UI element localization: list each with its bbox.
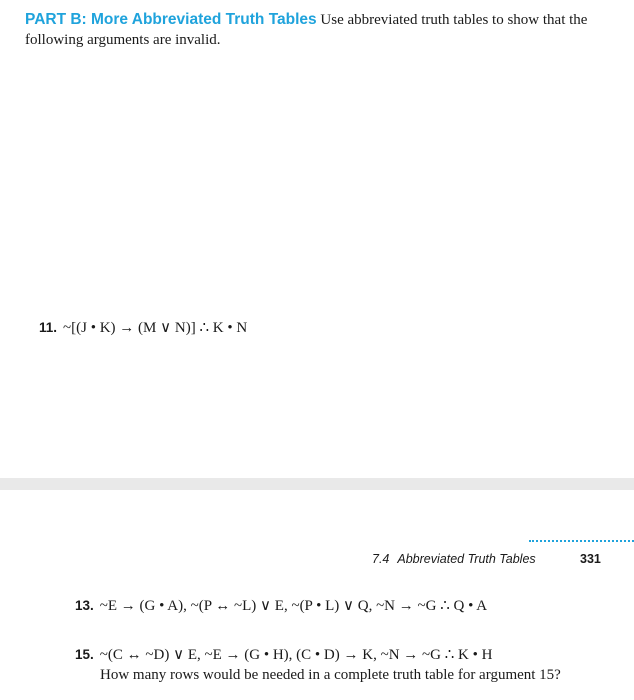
page-number: 331 xyxy=(580,552,601,566)
problem-15 xyxy=(75,645,492,665)
section-header xyxy=(25,10,615,50)
running-head xyxy=(372,551,536,567)
section-instructions: Use abbreviated truth tables to show that the following arguments are invalid. xyxy=(25,12,588,48)
problem-number: 13. xyxy=(75,598,94,613)
running-head-section-number: 7.4 xyxy=(372,552,390,566)
problem-11 xyxy=(39,318,247,338)
page-divider xyxy=(0,478,634,490)
problem-text: ~E → (G • A), ~(P ↔ ~L) ∨ E, ~(P • L) ∨ Q, ~N → ~G ∴ Q • A xyxy=(99,598,488,614)
problem-13 xyxy=(75,596,487,616)
problem-text: ~[(J • K) → (M ∨ N)] ∴ K • N xyxy=(63,320,248,336)
running-head-title: Abbreviated Truth Tables xyxy=(397,552,536,566)
problem-number: 15. xyxy=(75,647,94,662)
problem-number: 11. xyxy=(39,320,58,335)
problem-text: ~(C ↔ ~D) ∨ E, ~E → (G • H), (C • D) → K, ~N → ~G ∴ K • H xyxy=(99,647,493,663)
section-title: PART B: More Abbreviated Truth Tables xyxy=(25,11,317,28)
dotted-rule xyxy=(529,540,634,542)
follow-up-question: How many rows would be needed in a complete truth table for argument 15? xyxy=(100,667,561,683)
